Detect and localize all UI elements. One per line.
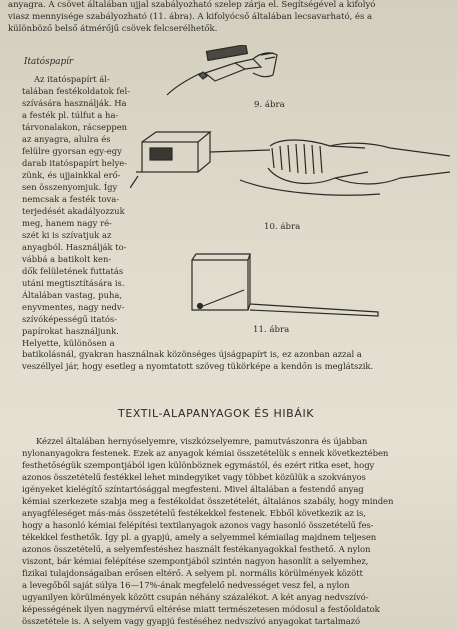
text-line: darab itatóspapírt helye- — [22, 158, 128, 168]
text-line: vábbá a batikolt ken- — [22, 254, 112, 264]
section-title: Itatóspapír — [24, 57, 74, 67]
text-line: zünk, és ujjainkkal erő- — [22, 170, 121, 180]
text-line: veszéllyel jár, hogy esetleg a nyomtatott szöveg tükörképe a kendőn is meglátszik. — [22, 362, 374, 372]
text-line: felülre gyorsan egy-egy — [22, 146, 122, 156]
chapter-title: TEXTIL-ALAPANYAGOK ÉS HIBÁIK — [118, 407, 315, 420]
text-line: Kézzel általában hernyóselyemre, viszkózselyemre, pamutvászonra és újabban — [36, 437, 368, 447]
text-line: Általában vastag, puha, — [22, 290, 123, 300]
text-line: szívóképességű itatós- — [22, 314, 118, 324]
text-line: különböző belső átmérőjű csövek felcserélhetők. — [8, 24, 218, 34]
text-line: tárvonalakon, rácseppen — [22, 122, 128, 132]
text-line: Az itatóspapírt ál- — [34, 74, 110, 84]
figure-10-illustration — [130, 128, 450, 218]
text-line: fizikai tulajdonságaiban erősen eltérő. A selyem pl. normális körülmények között — [22, 569, 363, 579]
text-line: összetétele is. A selyem vagy gyapjú festéséhez nedvszívó anyagokat tartalmazó — [22, 617, 361, 627]
text-line: nylonanyagokra festenek. Ezek az anyagok kémiai összetételük s ennek következtében — [22, 449, 389, 459]
figure-9-illustration — [165, 45, 435, 105]
text-line: azonos összetételű, a selyemfestéshez használt festékanyagokkal festhető. A nylon — [22, 545, 371, 555]
text-line: talában festékoldatok fel- — [22, 86, 130, 96]
text-line: a levegőből saját súlya 16—17%-ának megfelelő nedvességet vesz fel, a nylon — [22, 581, 350, 591]
text-line: utáni megtisztítására is. — [22, 278, 125, 288]
text-line: viszont, bár kémiai felépítése szempontjából szintén nagyon hasonlít a selyemhez, — [22, 557, 369, 567]
text-line: tékekkel festhetők. Így pl. a gyapjú, amely a selyemmel kémiailag majdnem teljesen — [22, 533, 377, 543]
text-line: szívására használják. Ha — [22, 98, 127, 108]
text-line: viasz mennyisége szabályozható (11. ábra). A kifolyócső általában lecsavarható, és a — [8, 12, 373, 22]
text-line: igényeket kielégítő színtartósággal megfesteni. Mivel általában a festendő anyag — [22, 485, 364, 495]
text-line: az anyagra, alulra és — [22, 134, 111, 144]
text-line: hogy a hasonló kémiai felépítési textilanyagok azonos vagy hasonló összetételű fes- — [22, 521, 374, 531]
text-line: Helyette, különösen a — [22, 338, 115, 348]
text-line: meg, hanem nagy ré- — [22, 218, 112, 228]
figure-9-caption: 9. ábra — [254, 100, 285, 110]
text-line: kémiai szerkezete szabja meg a festékoldat összetételét, általános szabály, hogy minden — [22, 497, 394, 507]
text-line: papírokat használjunk. — [22, 326, 119, 336]
text-line: terjedését akadályozzuk — [22, 206, 125, 216]
text-line: szét ki is szívatjuk az — [22, 230, 112, 240]
text-line: nemcsak a festék tova- — [22, 194, 120, 204]
text-line: anyagféleséget más-más összetételű festékekkel festenek. Ebből következik az is, — [22, 509, 366, 519]
figure-10-caption: 10. ábra — [264, 222, 301, 232]
text-line: ugyanilyen körülmények között csupán néhány százalékot. A két anyag nedvszívó- — [22, 593, 369, 603]
text-line: a festék pl. túlfut a ha- — [22, 110, 119, 120]
text-line: festhetőségük szempontjából igen különböznek egymástól, és ezért ritka eset, hogy — [22, 461, 375, 471]
text-line: anyagra. A csövet általában ujjal szabályozható szelep zárja el. Segítségével a kifolyó — [8, 0, 376, 10]
text-line: batikolásnál, gyakran használnak közönséges újságpapírt is, ez azonban azzal a — [22, 350, 362, 360]
text-line: anyagból. Használják to- — [22, 242, 127, 252]
figure-11-caption: 11. ábra — [253, 325, 290, 335]
text-line: sen összenyomjuk. Így — [22, 182, 118, 192]
figure-11-illustration — [188, 252, 388, 322]
text-line: képességének ilyen nagymérvű eltérése miatt természetesen módosul a festőoldatok — [22, 605, 380, 615]
text-line: dők felületének futtatás — [22, 266, 124, 276]
text-line: azonos összetételű festékkel lehet mindegyiket vagy többet közülük a szokványos — [22, 473, 366, 483]
text-line: enyvmentes, nagy nedv- — [22, 302, 125, 312]
